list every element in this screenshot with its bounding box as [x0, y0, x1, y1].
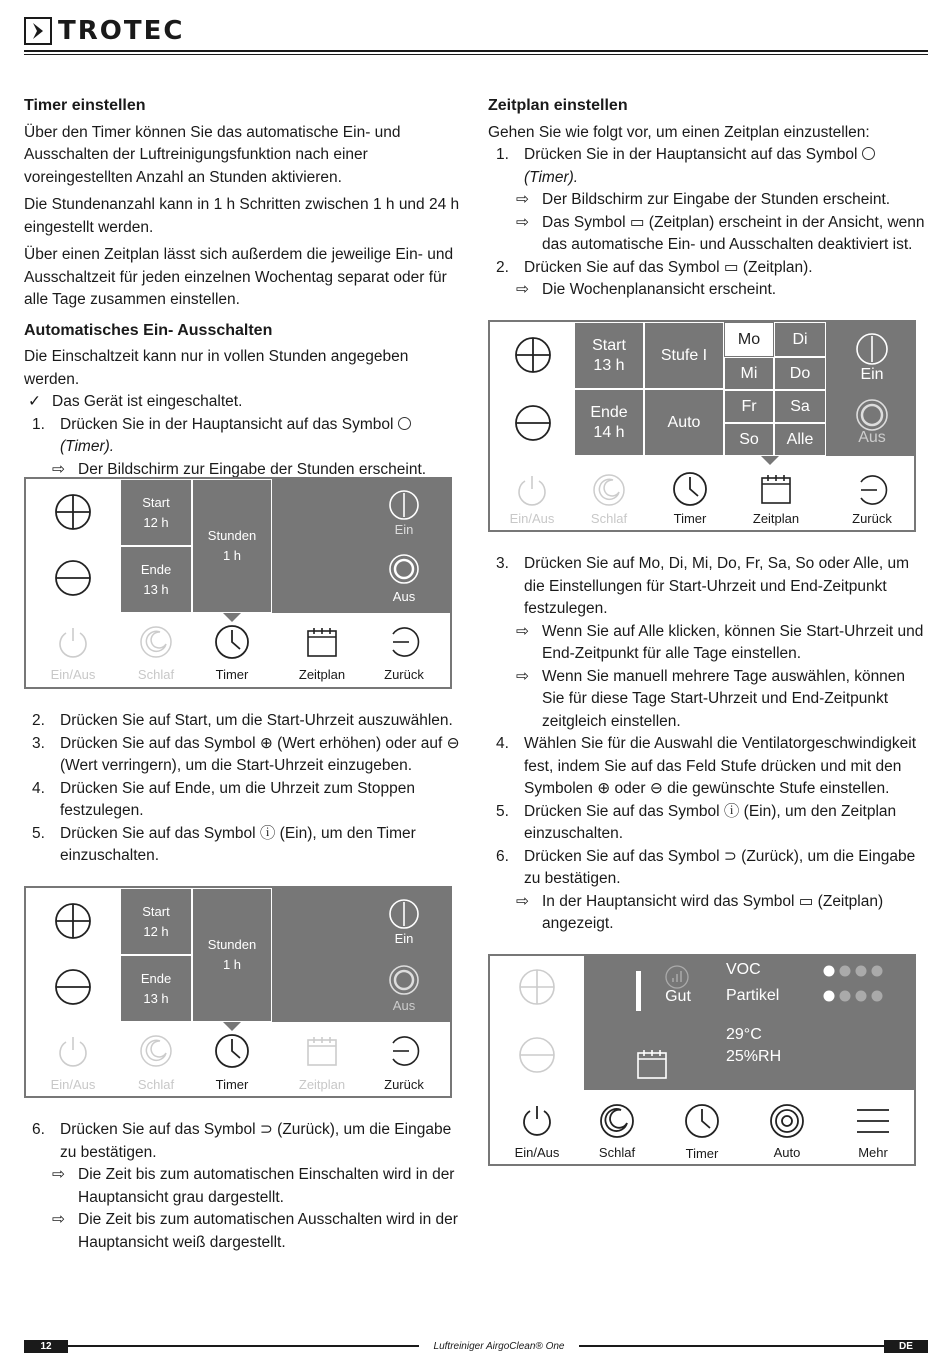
on-label: Ein — [394, 522, 414, 537]
arrow-right-icon: ⇨ — [516, 191, 529, 208]
sleep-icon[interactable] — [139, 1034, 173, 1068]
step-text: Drücken Sie auf das Symbol ⊃ (Zurück), um die Eingabe zu bestätigen. — [60, 1121, 452, 1161]
clock-icon — [398, 417, 411, 430]
check-text: Das Gerät ist eingeschaltet. — [52, 393, 243, 410]
heading-timer: Timer einstellen — [24, 97, 146, 114]
arrow-right-icon: ⇨ — [52, 1211, 65, 1228]
sleep-label: Schlaf — [137, 667, 175, 682]
temperature-value: 29°C — [726, 1026, 762, 1043]
plus-icon[interactable] — [518, 968, 556, 1006]
arrow-right-icon: ⇨ — [516, 892, 529, 910]
day-mi[interactable]: Mi — [724, 357, 774, 390]
step-subtext: In der Hauptansicht wird das Symbol ▭ (Zeitplan) angezeigt. — [542, 892, 884, 932]
arrow-right-icon: ⇨ — [516, 213, 529, 231]
paragraph: Über den Timer können Sie das automatische Ein- und Ausschalten der Luftreinigungsfunktion nach einer voreingestellten Anzahl an Stunden aktivieren. — [24, 123, 401, 186]
step-subtext: Der Bildschirm zur Eingabe der Stunden erscheint. — [542, 191, 891, 208]
paragraph: Die Stundenanzahl kann in 1 h Schritten zwischen 1 h und 24 h eingestellt werden. — [24, 196, 460, 236]
back-label: Zurück — [852, 511, 892, 526]
timer-icon[interactable] — [684, 1103, 720, 1139]
hours-field[interactable]: Stunden 1 h — [192, 888, 272, 1022]
minus-icon[interactable] — [518, 1036, 556, 1074]
schedule-icon[interactable] — [306, 1035, 338, 1067]
step-subtext: Wenn Sie manuell mehrere Tage auswählen, können Sie für diese Tage Start-Uhrzeit und End-Zeitpunkt zeitgleich einstellen. — [542, 667, 906, 730]
humidity-value: 25%RH — [726, 1048, 782, 1065]
plus-icon[interactable] — [54, 902, 92, 940]
check-item — [24, 391, 464, 414]
page-header — [24, 14, 928, 52]
on-label: Ein — [394, 931, 414, 946]
page-footer — [24, 1340, 928, 1353]
sleep-label: Schlaf — [137, 1077, 175, 1092]
sleep-icon[interactable] — [592, 473, 626, 507]
paragraph: Die Einschaltzeit kann nur in vollen Stunden angegeben werden. — [24, 348, 409, 388]
plus-icon[interactable] — [54, 493, 92, 531]
step-text: (Timer). — [524, 168, 579, 186]
timer-screen-active — [24, 886, 452, 1098]
sleep-label: Schlaf — [590, 511, 628, 526]
end-field[interactable]: Ende 14 h — [574, 389, 644, 456]
list-item: 6. Drücken Sie auf das Symbol ⊃ (Zurück), um die Eingabe zu bestätigen. — [24, 1119, 464, 1164]
list-item: 4. Drücken Sie auf Ende, um die Uhrzeit zum Stoppen festzulegen. — [24, 778, 464, 823]
particle-label: Partikel — [726, 987, 780, 1004]
arrow-right-icon: ⇨ — [516, 667, 529, 685]
heading-auto-switch: Automatisches Ein- Ausschalten — [24, 321, 273, 339]
power-icon[interactable] — [56, 625, 90, 659]
off-icon[interactable] — [388, 964, 420, 996]
list-subitem — [488, 279, 928, 302]
end-field[interactable]: Ende 13 h — [120, 955, 192, 1022]
power-icon[interactable] — [515, 473, 549, 507]
menu-icon[interactable] — [856, 1107, 890, 1135]
step-subtext: Die Zeit bis zum automatischen Einschalten wird in der Hauptansicht grau dargestellt. — [78, 1166, 455, 1206]
day-so[interactable]: So — [724, 423, 774, 456]
step-text: Drücken Sie auf Start, um die Start-Uhrzeit auszuwählen. — [60, 712, 453, 729]
schedule-label: Zeitplan — [298, 667, 346, 682]
list-item: 1. Drücken Sie in der Hauptansicht auf das Symbol (Timer). — [24, 414, 464, 459]
day-mo[interactable]: Mo — [724, 322, 774, 357]
start-field[interactable]: Start 12 h — [120, 888, 192, 955]
list-subitem — [488, 212, 928, 257]
end-field[interactable]: Ende 13 h — [120, 546, 192, 613]
back-label: Zurück — [384, 667, 424, 682]
day-di[interactable]: Di — [774, 322, 826, 357]
step-text: (Timer). — [60, 438, 115, 455]
step-subtext: Wenn Sie auf Alle klicken, können Sie Start-Uhrzeit und End-Zeitpunkt für alle Tage einstellen. — [542, 622, 924, 662]
arrow-right-icon: ⇨ — [516, 281, 529, 298]
list-subitem — [488, 189, 928, 212]
power-label: Ein/Aus — [50, 1077, 96, 1092]
minus-icon[interactable] — [54, 559, 92, 597]
timer-icon[interactable] — [214, 1033, 250, 1069]
list-subitem — [488, 621, 928, 666]
list-subitem — [24, 1209, 464, 1254]
paragraph: Gehen Sie wie folgt vor, um einen Zeitplan einzustellen: — [488, 123, 870, 141]
day-fr[interactable]: Fr — [724, 390, 774, 423]
step-text: Drücken Sie auf das Symbol ⓘ (Ein), um den Timer einzuschalten. — [60, 824, 416, 864]
start-field[interactable]: Start 12 h — [120, 479, 192, 546]
step-subtext: Die Zeit bis zum automatischen Ausschalten wird in der Hauptansicht weiß dargestellt. — [78, 1211, 458, 1251]
back-icon[interactable] — [855, 473, 891, 507]
page-number: 12 — [24, 1340, 68, 1353]
voc-label: VOC — [726, 961, 761, 978]
list-subitem — [24, 1164, 464, 1209]
minus-icon[interactable] — [514, 404, 552, 442]
timer-label: Timer — [215, 1077, 249, 1092]
schedule-label: Zeitplan — [752, 511, 800, 526]
timer-label: Timer — [673, 511, 707, 526]
on-icon[interactable] — [388, 489, 420, 521]
clock-icon — [862, 147, 875, 160]
timer-icon[interactable] — [214, 624, 250, 660]
more-label: Mehr — [858, 1145, 888, 1160]
sleep-icon[interactable] — [139, 625, 173, 659]
particle-dots — [822, 989, 888, 1003]
list-subitem — [488, 891, 928, 936]
power-icon[interactable] — [520, 1103, 554, 1137]
list-item: 3. Drücken Sie auf Mo, Di, Mi, Do, Fr, Sa, So oder Alle, um die Einstellungen für Start-Uhrzeit und End-Zeitpunkt festzulegen. — [488, 553, 928, 621]
hours-field[interactable]: Stunden 1 h — [192, 479, 272, 613]
left-column — [24, 95, 464, 481]
right-column — [488, 95, 928, 302]
step-subtext: Das Symbol ▭ (Zeitplan) erscheint in der Ansicht, wenn das automatische Ein- und Ausschalten deaktiviert ist. — [542, 213, 925, 253]
schedule-icon — [636, 1048, 668, 1080]
sleep-label: Schlaf — [598, 1145, 636, 1160]
quality-label: Gut — [665, 988, 691, 1005]
on-icon[interactable] — [855, 332, 889, 366]
day-do[interactable]: Do — [774, 357, 826, 390]
list-item: 5. Drücken Sie auf das Symbol ⓘ (Ein), um den Timer einzuschalten. — [24, 823, 464, 868]
back-icon[interactable] — [387, 625, 423, 659]
day-sa[interactable]: Sa — [774, 390, 826, 423]
power-label: Ein/Aus — [514, 1145, 560, 1160]
weekly-schedule-screen — [488, 320, 916, 532]
list-item: 3. Drücken Sie auf das Symbol ⊕ (Wert erhöhen) oder auf ⊖ (Wert verringern), um die Start-Uhrzeit einzugeben. — [24, 733, 464, 778]
logo-chevron-icon — [24, 17, 52, 45]
step-text: Drücken Sie auf Ende, um die Uhrzeit zum Stoppen festzulegen. — [60, 779, 415, 819]
voc-dots — [822, 964, 888, 978]
step-subtext: Der Bildschirm zur Eingabe der Stunden erscheint. — [78, 460, 427, 478]
on-icon[interactable] — [388, 898, 420, 930]
power-label: Ein/Aus — [509, 511, 555, 526]
step-text: Drücken Sie in der Hauptansicht auf das Symbol — [60, 415, 394, 433]
list-item: 2. Drücken Sie auf das Symbol ▭ (Zeitplan). — [488, 257, 928, 280]
paragraph: Über einen Zeitplan lässt sich außerdem die jeweilige Ein- und Ausschaltzeit für jeden einzelnen Wochentag separat oder für alle Tage zusammen einstellen. — [24, 246, 454, 308]
schedule-icon[interactable] — [760, 473, 792, 505]
list-item: 4. Wählen Sie für die Auswahl die Ventilatorgeschwindigkeit fest, indem Sie auf das Feld Stufe drücken und mit den Symbolen ⊕ oder ⊖ die gewünschte Stufe einstellen. — [488, 733, 928, 801]
power-label: Ein/Aus — [50, 667, 96, 682]
stage-field[interactable]: Stufe I — [644, 322, 724, 389]
off-icon[interactable] — [855, 398, 889, 432]
off-label: Aus — [858, 429, 886, 446]
on-label: Ein — [860, 366, 884, 383]
arrow-right-icon: ⇨ — [516, 622, 529, 640]
off-label: Aus — [392, 998, 416, 1013]
left-column-steps — [24, 710, 464, 868]
sleep-icon[interactable] — [599, 1103, 635, 1139]
step-text: Drücken Sie auf das Symbol ▭ (Zeitplan). — [524, 258, 813, 276]
header-rule-thin — [24, 54, 928, 55]
auto-label: Auto — [773, 1145, 801, 1160]
back-icon[interactable] — [387, 1034, 423, 1068]
timer-label: Timer — [215, 667, 249, 682]
step-text: Drücken Sie in der Hauptansicht auf das Symbol — [524, 146, 858, 163]
trotec-logo — [24, 14, 184, 48]
power-icon[interactable] — [56, 1034, 90, 1068]
main-view-screen — [488, 954, 916, 1166]
auto-icon[interactable] — [769, 1103, 805, 1139]
step-subtext: Die Wochenplanansicht erscheint. — [542, 281, 777, 298]
heading-schedule: Zeitplan einstellen — [488, 97, 628, 114]
timer-icon[interactable] — [672, 471, 708, 507]
day-alle[interactable]: Alle — [774, 423, 826, 456]
timer-label: Timer — [685, 1146, 719, 1161]
left-column-steps-end — [24, 1119, 464, 1254]
step-text: Drücken Sie auf das Symbol ⊕ (Wert erhöhen) oder auf ⊖ (Wert verringern), um die Start-Uhrzeit einzugeben. — [60, 734, 460, 774]
list-item: 2. Drücken Sie auf Start, um die Start-Uhrzeit auszuwählen. — [24, 710, 464, 733]
minus-icon[interactable] — [54, 968, 92, 1006]
off-label: Aus — [392, 589, 416, 604]
off-icon[interactable] — [388, 553, 420, 585]
header-rule — [24, 50, 928, 52]
step-text: Drücken Sie auf das Symbol ⊃ (Zurück), um die Eingabe zu bestätigen. — [524, 847, 916, 887]
schedule-icon[interactable] — [306, 626, 338, 658]
right-column-steps — [488, 553, 928, 936]
list-subitem — [488, 666, 928, 734]
back-label: Zurück — [384, 1077, 424, 1092]
step-text: Drücken Sie auf Mo, Di, Mi, Do, Fr, Sa, So oder Alle, um die Einstellungen für Start-Uhrzeit und End-Zeitpunkt festzulegen. — [524, 555, 910, 617]
step-text: Drücken Sie auf das Symbol ⓘ (Ein), um den Zeitplan einzuschalten. — [524, 802, 897, 842]
auto-field[interactable]: Auto — [644, 389, 724, 456]
list-item: 5. Drücken Sie auf das Symbol ⓘ (Ein), um den Zeitplan einzuschalten. — [488, 801, 928, 846]
arrow-right-icon: ⇨ — [52, 460, 65, 478]
plus-icon[interactable] — [514, 336, 552, 374]
document-title: Luftreiniger AirgoClean® One — [419, 1340, 579, 1353]
check-icon: ✓ — [28, 393, 41, 410]
signal-icon — [664, 964, 690, 990]
brand-name: TROTEC — [58, 16, 185, 46]
schedule-label: Zeitplan — [298, 1077, 346, 1092]
start-field[interactable]: Start 13 h — [574, 322, 644, 389]
arrow-right-icon: ⇨ — [52, 1166, 65, 1183]
timer-screen — [24, 477, 452, 689]
list-item: 1. Drücken Sie in der Hauptansicht auf das Symbol (Timer). — [488, 144, 928, 189]
language-tag: DE — [884, 1340, 928, 1353]
list-item: 6. Drücken Sie auf das Symbol ⊃ (Zurück), um die Eingabe zu bestätigen. — [488, 846, 928, 891]
step-text: Wählen Sie für die Auswahl die Ventilatorgeschwindigkeit fest, indem Sie auf das Feld Stufe drücken und mit den Symbolen ⊕ oder ⊖ die gewünschte Stufe einstellen. — [524, 735, 917, 797]
